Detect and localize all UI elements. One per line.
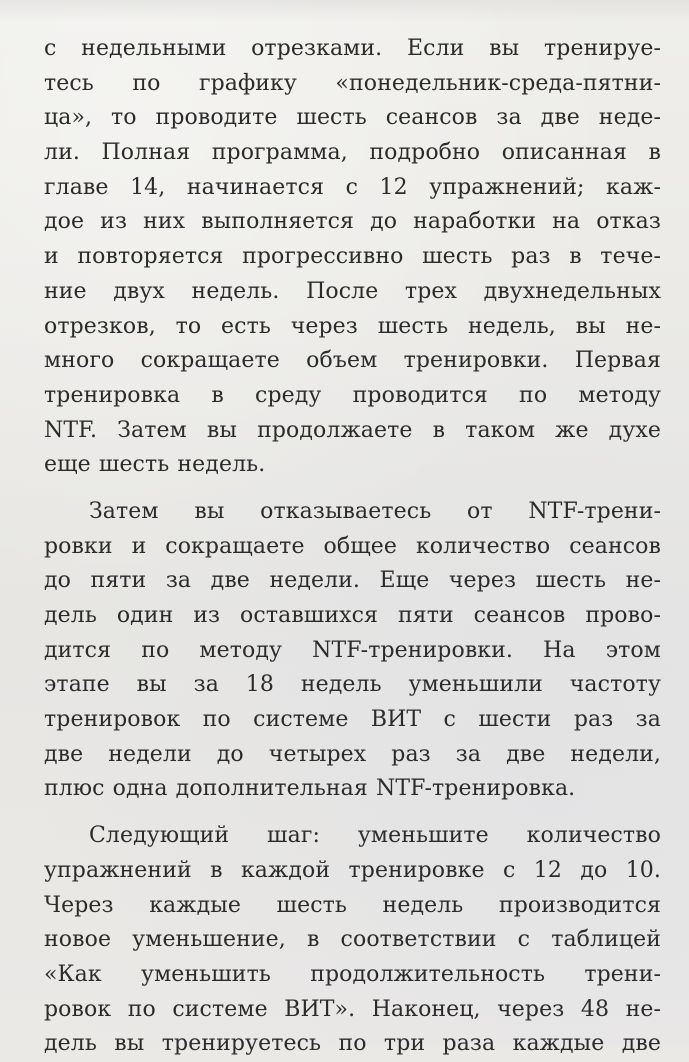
- text-line: Через каждые шесть недель производится: [44, 892, 661, 918]
- text-line: плюс одна дополнительная NTF-тренировка.: [44, 776, 576, 802]
- text-line: Затем вы отказываетесь от NTF-трени-: [89, 498, 661, 524]
- text-line: «Как уменьшить продолжительность трени-: [44, 961, 661, 987]
- page-top-shadow: [0, 0, 689, 22]
- text-line: главе 14, начинается с 12 упражнений; каж-: [44, 174, 661, 200]
- text-line: тренировка в среду проводится по методу: [44, 382, 661, 408]
- text-line: ровки и сокращаете общее количество сеансов: [44, 533, 661, 559]
- paragraph-2: [44, 495, 661, 807]
- text-line: тренировок по системе ВИТ с шести раз за: [44, 707, 661, 733]
- paragraph-gap: [44, 807, 661, 819]
- text-line: дель один из оставшихся пяти сеансов прово-: [44, 603, 661, 628]
- text-line: этапе вы за 18 недель уменьшили частоту: [44, 672, 661, 698]
- text-line: ца», то проводите шесть сеансов за две неде-: [44, 105, 661, 131]
- text-line: до пяти за две недели. Еще через шесть не-: [44, 568, 661, 594]
- text-line: новое уменьшение, в соответствии с таблицей: [44, 927, 661, 953]
- text-block: [44, 32, 661, 1062]
- text-line: Следующий шаг: уменьшите количество: [89, 823, 661, 849]
- text-line: и повторяется прогрессивно шесть раз в тече-: [44, 244, 661, 270]
- paragraph-1: [44, 32, 661, 483]
- text-line: отрезков, то есть через шесть недель, вы не-: [44, 313, 661, 339]
- text-line: еще шесть недель.: [44, 452, 266, 478]
- paragraph-gap: [44, 483, 661, 495]
- text-line: много сокращаете объем тренировки. Первая: [44, 348, 661, 374]
- text-line: дое из них выполняется до наработки на отказ: [44, 209, 661, 235]
- text-line: с недельными отрезками. Если вы тренируе-: [44, 36, 661, 61]
- text-line: NTF. Затем вы продолжаете в таком же духе: [44, 417, 661, 443]
- text-line: тесь по графику «понедельник-среда-пятни-: [44, 70, 661, 96]
- text-line: упражнений в каждой тренировке с 12 до 10.: [44, 857, 661, 883]
- text-line: ние двух недель. После трех двухнедельных: [44, 278, 661, 304]
- text-line: ли. Полная программа, подробно описанная в: [44, 140, 661, 166]
- text-line: ровок по системе ВИТ». Наконец, через 48 не-: [44, 996, 661, 1022]
- text-line: дится по методу NTF-тренировки. На этом: [44, 637, 661, 663]
- text-line: две недели до четырех раз за две недели,: [44, 741, 661, 767]
- paragraph-3: [44, 819, 661, 1062]
- text-line: дель вы тренируетесь по три раза каждые две: [44, 1031, 661, 1057]
